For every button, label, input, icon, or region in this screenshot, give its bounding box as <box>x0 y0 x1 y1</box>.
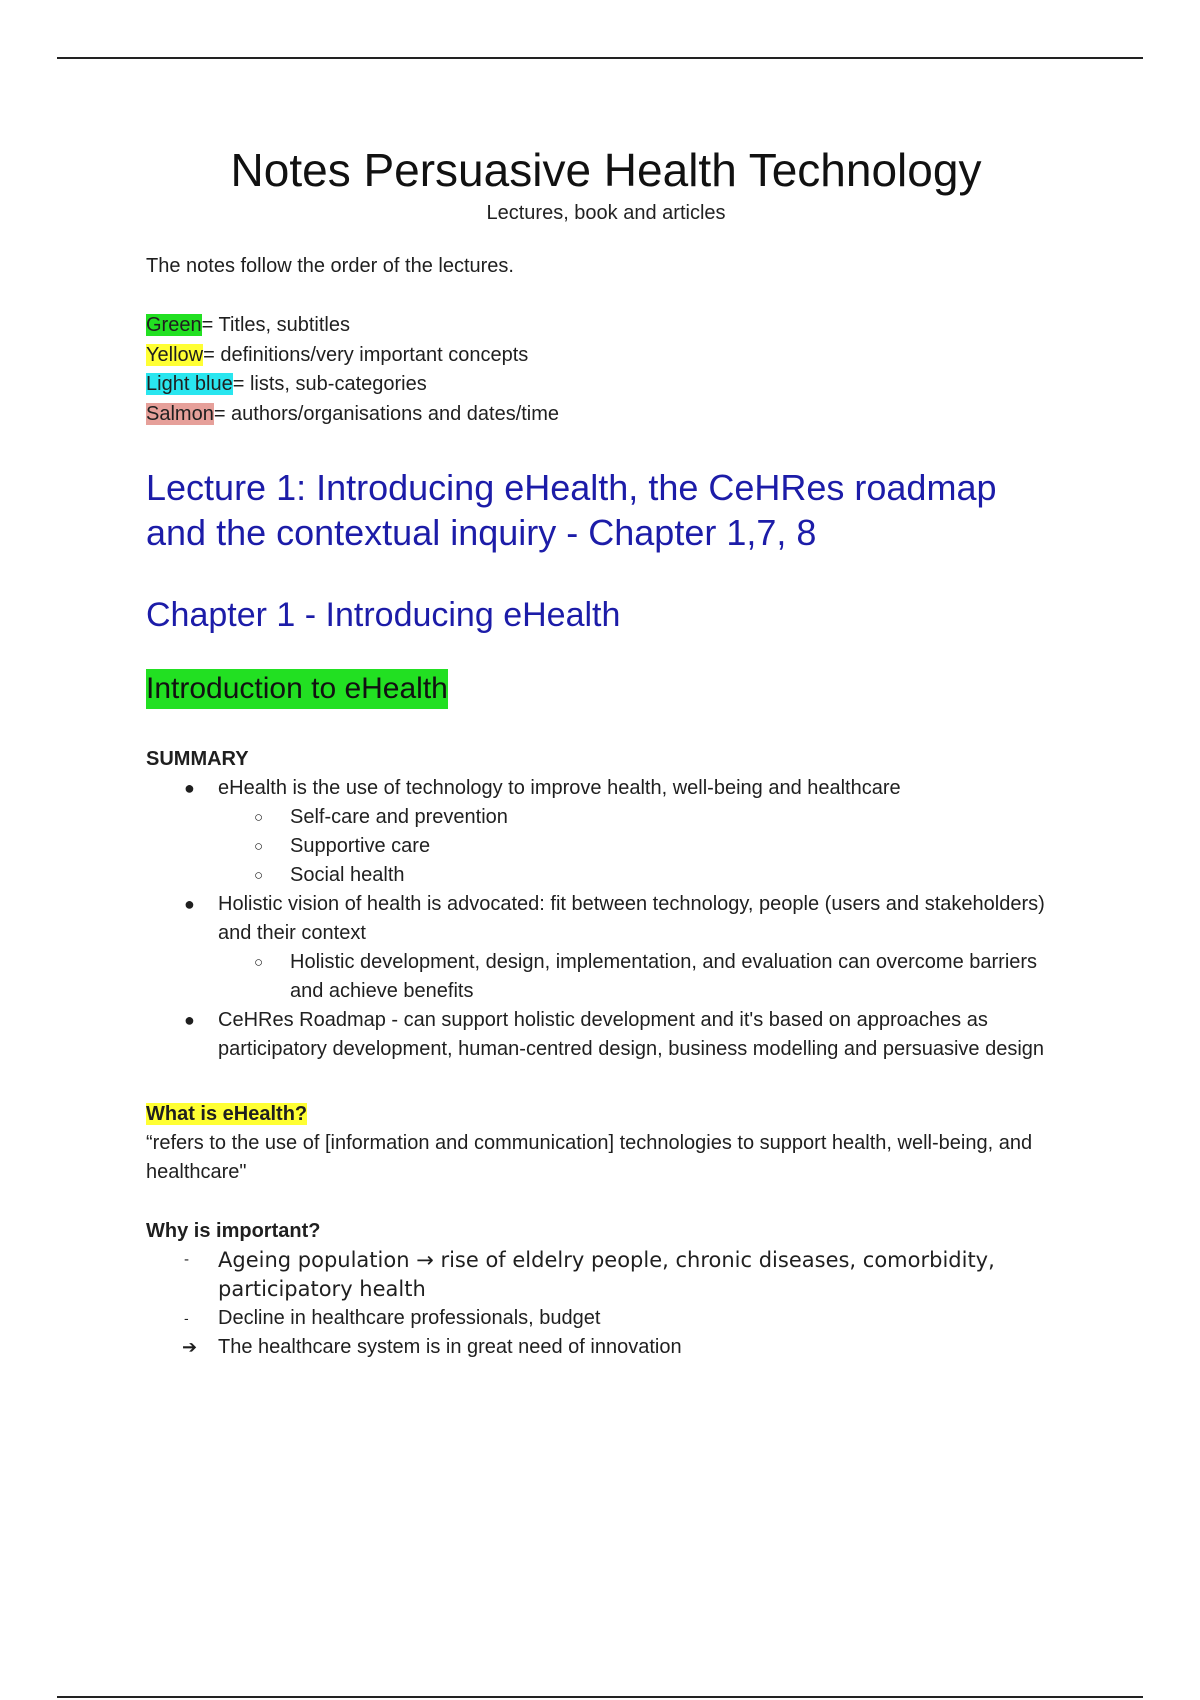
summary-label: SUMMARY <box>146 748 249 770</box>
legend-row-salmon <box>146 400 1066 430</box>
list-item <box>146 1006 1066 1064</box>
list-item-text: Ageing population → rise of eldelry people, chronic diseases, comorbidity, participatory health <box>218 1248 995 1301</box>
dash-icon: - <box>184 1310 189 1326</box>
bullet-circle-icon: ○ <box>254 867 264 884</box>
legend-text-green: = Titles, subtitles <box>201 314 350 336</box>
list-item-text: eHealth is the use of technology to improve health, well-being and healthcare <box>218 777 901 799</box>
document-body <box>146 140 1066 1362</box>
document-title: Notes Persuasive Health Technology <box>230 144 982 196</box>
why-label: Why is important? <box>146 1220 321 1242</box>
bullet-circle-icon: ○ <box>254 838 264 855</box>
sub-list-item <box>218 832 1066 861</box>
chapter-heading: Chapter 1 - Introducing eHealth <box>146 596 621 634</box>
list-item-text: Decline in healthcare professionals, budget <box>218 1307 601 1329</box>
intro-text: The notes follow the order of the lectures. <box>146 255 514 277</box>
document-subtitle: Lectures, book and articles <box>486 202 726 224</box>
ehealth-definition: “refers to the use of [information and communication] technologies to support health, well-being, and healthcare" <box>146 1132 1033 1183</box>
list-item <box>146 1304 1066 1333</box>
lecture-heading: Lecture 1: Introducing eHealth, the CeHRes roadmap and the contextual inquiry - Chapter 1,7, 8 <box>146 467 997 553</box>
list-item <box>146 1333 1066 1362</box>
legend-text-light-blue: = lists, sub-categories <box>232 373 427 395</box>
color-legend <box>146 311 1066 429</box>
sub-list <box>218 803 1066 890</box>
legend-text-yellow: = definitions/very important concepts <box>203 343 529 366</box>
legend-row-green <box>146 311 1066 341</box>
top-rule <box>57 57 1143 59</box>
list-item-text: The healthcare system is in great need of innovation <box>218 1336 682 1358</box>
list-item-text: CeHRes Roadmap - can support holistic development and it's based on approaches as participatory development, human-centred design, business modelling and persuasive design <box>218 1009 1045 1060</box>
bullet-circle-icon: ○ <box>254 809 264 826</box>
legend-key-yellow: Yellow <box>146 343 204 366</box>
list-item <box>146 774 1066 890</box>
legend-key-salmon: Salmon <box>146 402 214 425</box>
bottom-rule <box>57 1696 1143 1698</box>
list-item <box>146 1246 1066 1304</box>
legend-row-light-blue <box>146 370 1066 400</box>
arrow-right-icon: ➔ <box>182 1337 198 1357</box>
sub-list <box>218 948 1066 1006</box>
dash-icon: - <box>184 1252 190 1268</box>
what-is-label <box>146 1100 1066 1129</box>
sub-list-item <box>218 861 1066 890</box>
bullet-dot-icon: ● <box>184 894 195 914</box>
bullet-dot-icon: ● <box>184 778 195 798</box>
list-item-text: Holistic vision of health is advocated: fit between technology, people (users and stakeholders) and their context <box>218 893 1045 944</box>
summary-list <box>146 774 1066 1064</box>
bullet-circle-icon: ○ <box>254 954 264 971</box>
bullet-dot-icon: ● <box>184 1010 195 1030</box>
legend-key-light-blue: Light blue <box>146 373 233 395</box>
list-item <box>146 890 1066 1006</box>
sub-list-item-text: Self-care and prevention <box>290 806 508 828</box>
section-heading: Introduction to eHealth <box>146 669 448 709</box>
legend-text-salmon: = authors/organisations and dates/time <box>213 402 560 425</box>
why-list <box>146 1246 1066 1362</box>
legend-row-yellow <box>146 341 1066 371</box>
legend-key-green: Green <box>146 314 202 336</box>
sub-list-item <box>218 803 1066 832</box>
sub-list-item-text: Social health <box>290 864 405 886</box>
what-is-label-text: What is eHealth? <box>146 1103 308 1125</box>
sub-list-item-text: Supportive care <box>290 835 431 857</box>
sub-list-item-text: Holistic development, design, implementation, and evaluation can overcome barriers and achieve benefits <box>290 951 1038 1002</box>
sub-list-item <box>218 948 1066 1006</box>
